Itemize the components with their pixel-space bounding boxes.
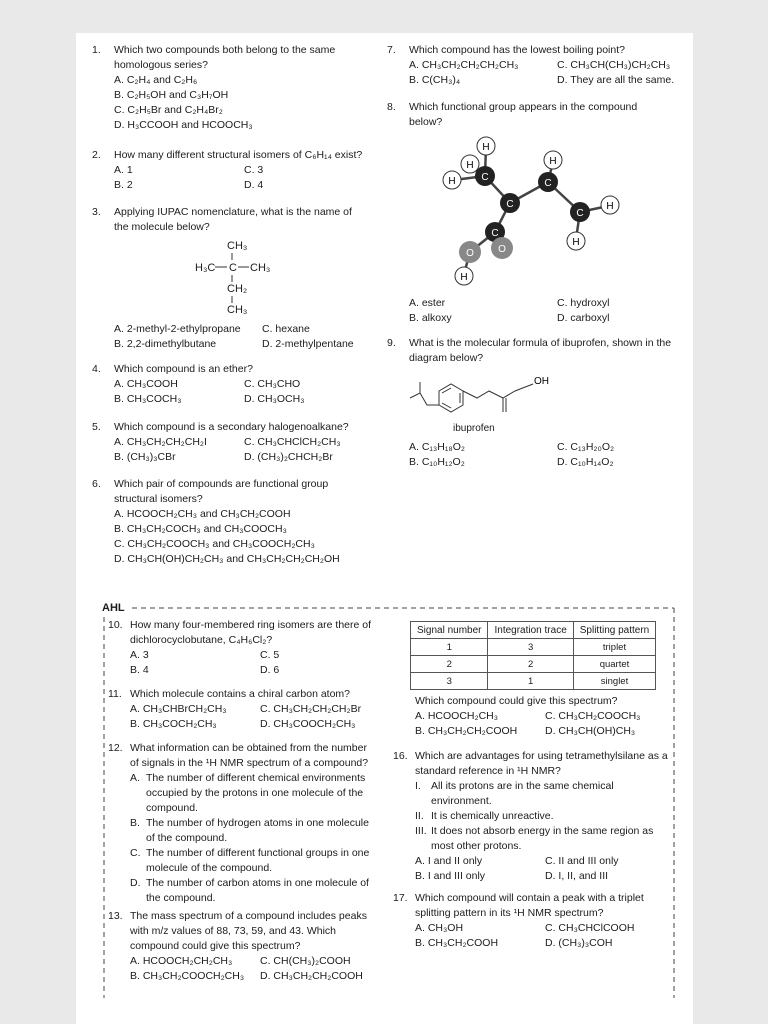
question-14 [393, 694, 678, 739]
question-text: Which compound is an ether? [114, 363, 253, 375]
ahl-section-title: AHL [102, 602, 125, 614]
list-item: B. The number of hydrogen atoms in one molecule of the compound. [130, 817, 369, 844]
question-text: Which functional group appears in the compound below? [409, 101, 638, 128]
table-row: 2 2 quartet [411, 656, 656, 673]
option: B. 4 [130, 664, 149, 676]
list-item: C. The number of different functional groups in one molecule of the compound. [130, 847, 370, 874]
list-item: II. It is chemically unreactive. [415, 810, 554, 822]
question-text: Which compound could give this spectrum? [415, 695, 618, 707]
option: B. I and III only [415, 870, 486, 882]
question-text: Which molecule contains a chiral carbon atom? [130, 688, 351, 700]
option: A. C₁₃H₁₈O₂ [409, 441, 465, 453]
option: A. 1 [114, 164, 133, 176]
option: B. CH₃CH₂COCH₃ and CH₃COOCH₃ [114, 523, 287, 535]
option: A. HCOOCH₂CH₃ [415, 710, 499, 722]
option: A. CH₃COOH [114, 378, 178, 390]
question-11: 11. Which molecule contains a chiral carbon atom? A. CH₃CHBrCH₂CH₃ C. CH₃CH₂CH₂CH₂Br B. CH₃COCH₂CH₃ D. CH₃COOCH₂CH₃ [108, 687, 388, 732]
list-item: D. The number of carbon atoms in one molecule of the compound. [130, 877, 369, 904]
question-17: 17. Which compound will contain a peak with a triplet splitting pattern in its ¹H NMR spectrum? A. CH₃OH C. CH₃CHClCOOH B. CH₃CH₂COOH D. (CH₃)₃COH [393, 891, 673, 951]
option: B. C₂H₅OH and C₃H₇OH [114, 89, 229, 101]
atom-h: H [448, 176, 456, 187]
question-text: Which two compounds both belong to the same homologous series? [114, 44, 336, 71]
atom-h: H [549, 156, 557, 167]
option: D. 4 [244, 179, 264, 191]
option: A. HCOOCH₂CH₃ and CH₃CH₂COOH [114, 508, 291, 520]
option: A. CH₃CH₂CH₂CH₂CH₃ [409, 59, 519, 71]
option: D. C₁₀H₁₄O₂ [557, 456, 614, 468]
option: D. CH₃CH(OH)CH₃ [545, 725, 636, 737]
option: B. CH₃CH₂CH₂COOH [415, 725, 518, 737]
option: D. H₃CCOOH and HCOOCH₃ [114, 119, 253, 131]
option: B. CH₃CH₂COOH [415, 937, 499, 949]
question-10: 10. How many four-membered ring isomers are there of dichlorocyclobutane, C₄H₆Cl₂? A. 3 C. 5 B. 4 D. 6 [108, 618, 380, 678]
option: D. 2-methylpentane [262, 338, 354, 350]
option: B. C₁₀H₁₂O₂ [409, 456, 465, 468]
question-13: 13. The mass spectrum of a compound includes peaks with m/z values of 88, 73, 59, and 43. Which compound could give this spectrum? A. HCOOCH₂CH₂CH₃ C. CH(CH₃)₂COOH B. CH₃CH₂COOCH₂CH₃ D. CH₃CH₂CH₂COOH [108, 909, 383, 984]
option: C. CH₃CH₂COOCH₃ and CH₃COOCH₂CH₃ [114, 538, 315, 550]
formula-label: CH₃ [250, 262, 271, 274]
table-header-row [411, 622, 656, 639]
option: A. C₂H₄ and C₂H₆ [114, 74, 198, 86]
option: A. 2-methyl-2-ethylpropane [114, 323, 241, 335]
formula-label: CH₂ [227, 283, 248, 295]
atom-c: C [481, 172, 489, 183]
option: C. C₁₃H₂₀O₂ [557, 441, 615, 453]
question-3: 3. Applying IUPAC nomenclature, what is the name of the molecule below? [92, 205, 364, 235]
option: A. I and II only [415, 855, 483, 867]
option: C. hydroxyl [557, 297, 610, 309]
option: D. CH₃COOCH₂CH₃ [260, 718, 356, 730]
option: D. carboxyl [557, 312, 610, 324]
atom-h: H [606, 201, 614, 212]
option: A. ester [409, 297, 446, 309]
formula-label: H₃C [195, 262, 216, 274]
atom-h: H [460, 272, 468, 283]
list-item: I. All its protons are in the same chemical environment. [415, 780, 614, 807]
option: C. CH₃CHO [244, 378, 301, 390]
question-text: What information can be obtained from the number of signals in the ¹H NMR spectrum of a compound? [130, 742, 369, 769]
option: C. 5 [260, 649, 280, 661]
question-text: What is the molecular formula of ibuprofen, shown in the diagram below? [409, 337, 672, 364]
ibuprofen-skeletal-diagram [405, 365, 565, 420]
option: D. They are all the same. [557, 74, 675, 86]
atom-c: C [491, 228, 499, 239]
question-9: 9. What is the molecular formula of ibuprofen, shown in the diagram below? [387, 336, 677, 366]
atom-c: C [506, 199, 514, 210]
option: B. 2 [114, 179, 133, 191]
question-text: Which compound will contain a peak with a triplet splitting pattern in its ¹H NMR spectrum? [415, 892, 644, 919]
option: C. CH₃CHClCOOH [545, 922, 635, 934]
question-text: How many different structural isomers of C₆H₁₄ exist? [114, 149, 363, 161]
option: B. CH₃COCH₂CH₃ [130, 718, 217, 730]
option: D. 6 [260, 664, 280, 676]
question-text: Which pair of compounds are functional group structural isomers? [114, 478, 329, 505]
question-7: 7. Which compound has the lowest boiling point? A. CH₃CH₂CH₂CH₂CH₃ C. CH₃CH(CH₃)CH₂CH₃ B. C(CH₃)₄ D. They are all the same. [387, 43, 677, 88]
option: C. II and III only [545, 855, 619, 867]
atom-o: O [498, 244, 506, 255]
option: B. (CH₃)₃CBr [114, 451, 176, 463]
column-header: Signal number [411, 622, 488, 639]
question-text: How many four-membered ring isomers are there of dichlorocyclobutane, C₄H₆Cl₂? [130, 619, 372, 646]
option: A. CH₃CHBrCH₂CH₃ [130, 703, 227, 715]
option: C. 3 [244, 164, 264, 176]
option: A. 3 [130, 649, 149, 661]
question-2: 2. How many different structural isomers of C₆H₁₄ exist? A. 1 C. 3 B. 2 D. 4 [92, 148, 372, 193]
question-text: Applying IUPAC nomenclature, what is the name of the molecule below? [114, 206, 352, 233]
option: C. CH₃CH₂COOCH₃ [545, 710, 641, 722]
question-text: Which compound is a secondary halogenoalkane? [114, 421, 349, 433]
option: C. CH(CH₃)₂COOH [260, 955, 351, 967]
nmr-data-table [410, 621, 656, 690]
question-16: 16. Which are advantages for using tetramethylsilane as a standard reference in ¹H NMR? I. All its protons are in the same chemical environment. II. It is chemically unreactive. III. It does not absorb energy in the same region as most other protons. A. I and II only C. II and III only B. I and III only D. I, II, and III [393, 749, 673, 884]
question-8: 8. Which functional group appears in the compound below? [387, 100, 657, 130]
question-text: Which are advantages for using tetramethylsilane as a standard reference in ¹H NMR? [415, 750, 668, 777]
option: D. (CH₃)₂CHCH₂Br [244, 451, 333, 463]
option: B. CH₃COCH₃ [114, 393, 182, 405]
question-4: 4. Which compound is an ether? A. CH₃COOH C. CH₃CHO B. CH₃COCH₃ D. CH₃OCH₃ [92, 362, 372, 407]
list-item: III. It does not absorb energy in the same region as most other protons. [415, 825, 654, 852]
atom-h: H [482, 142, 490, 153]
atom-o: O [466, 248, 474, 259]
atom-h: H [466, 160, 474, 171]
column-header: Splitting pattern [573, 622, 656, 639]
option: D. CH₃CH(OH)CH₂CH₃ and CH₃CH₂CH₂CH₂OH [114, 553, 340, 565]
option: C. CH₃CHClCH₂CH₃ [244, 436, 341, 448]
question-5: 5. Which compound is a secondary halogenoalkane? A. CH₃CH₂CH₂CH₂I C. CH₃CHClCH₂CH₃ B. (CH₃)₃CBr D. (CH₃)₂CHCH₂Br [92, 420, 382, 465]
formula-label: C [229, 262, 237, 274]
option: B. C(CH₃)₄ [409, 74, 461, 86]
option: A. HCOOCH₂CH₂CH₃ [130, 955, 233, 967]
atom-c: C [544, 178, 552, 189]
option: D. (CH₃)₃COH [545, 937, 613, 949]
hydroxyl-label: OH [534, 376, 549, 387]
option: D. CH₃CH₂CH₂COOH [260, 970, 363, 982]
table-row: 3 1 singlet [411, 673, 656, 690]
column-header: Integration trace [488, 622, 573, 639]
option: A. CH₃CH₂CH₂CH₂I [114, 436, 207, 448]
question-1: 1. Which two compounds both belong to the same homologous series? A. C₂H₄ and C₂H₆ B. C₂H₅OH and C₃H₇OH C. C₂H₅Br and C₂H₄Br₂ D. H₃CCOOH and HCOOCH₃ [92, 43, 362, 133]
atom-c: C [576, 208, 584, 219]
question-9-options [387, 440, 677, 470]
question-8-options [387, 296, 677, 326]
question-3-options [92, 322, 372, 352]
question-12: 12. What information can be obtained from the number of signals in the ¹H NMR spectrum of a compound? A. The number of different chemical environments occupied by the protons in one molecule of the compound. B. The number of hydrogen atoms in one molecule of the compound. C. The number of different functional groups in one molecule of the compound. D. The number of carbon atoms in one molecule of the compound. [108, 741, 378, 906]
ball-and-stick-molecule [440, 136, 630, 286]
option: C. C₂H₅Br and C₂H₄Br₂ [114, 104, 223, 116]
option: C. CH₃CH(CH₃)CH₂CH₃ [557, 59, 671, 71]
option: A. CH₃OH [415, 922, 464, 934]
option: B. 2,2-dimethylbutane [114, 338, 217, 350]
structural-formula-diagram [185, 236, 285, 318]
option: D. CH₃OCH₃ [244, 393, 305, 405]
option: C. hexane [262, 323, 310, 335]
formula-label: CH₃ [227, 304, 248, 316]
question-text: The mass spectrum of a compound includes peaks with m/z values of 88, 73, 59, and 43. Which compound could give this spectrum? [130, 910, 367, 952]
ibuprofen-caption: ibuprofen [453, 423, 495, 434]
option: C. CH₃CH₂CH₂CH₂Br [260, 703, 362, 715]
option: B. CH₃CH₂COOCH₂CH₃ [130, 970, 245, 982]
table-row: 1 3 triplet [411, 639, 656, 656]
atom-h: H [572, 237, 580, 248]
question-6: 6. Which pair of compounds are functional group structural isomers? A. HCOOCH₂CH₃ and CH₃CH₂COOH B. CH₃CH₂COCH₃ and CH₃COOCH₃ C. CH₃CH₂COOCH₃ and CH₃COOCH₂CH₃ D. CH₃CH(OH)CH₂CH₃ and CH₃CH₂CH₂CH₂OH [92, 477, 362, 567]
list-item: A. The number of different chemical environments occupied by the protons in one molecule of the compound. [130, 772, 366, 814]
option: D. I, II, and III [545, 870, 609, 882]
question-text: Which compound has the lowest boiling point? [409, 44, 625, 56]
option: B. alkoxy [409, 312, 452, 324]
formula-label: CH₃ [227, 240, 248, 252]
